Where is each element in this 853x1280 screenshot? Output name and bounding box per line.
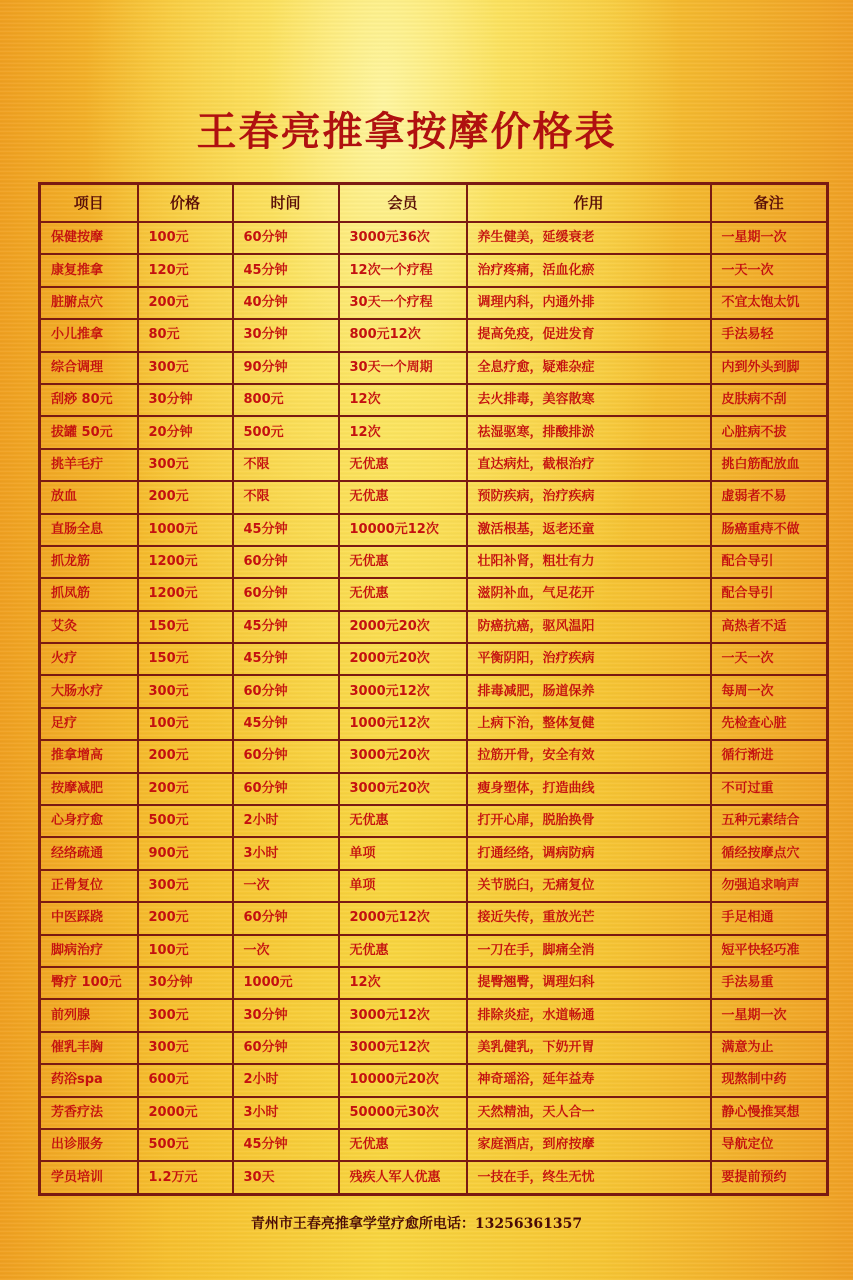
cell-member: 10000元12次 [339,514,467,546]
cell-price: 1.2万元 [138,1161,233,1194]
cell-item: 芳香疗法 [40,1097,138,1129]
cell-note: 配合导引 [711,578,828,610]
cell-item: 中医踩跷 [40,902,138,934]
table-row [40,319,828,351]
cell-member: 50000元30次 [339,1097,467,1129]
cell-time: 45分钟 [233,514,339,546]
cell-item: 推拿增高 [40,740,138,772]
cell-time: 2小时 [233,1064,339,1096]
table-row [40,1129,828,1161]
cell-effect: 提臀翘臀，调理妇科 [467,967,711,999]
cell-item: 药浴spa [40,1064,138,1096]
cell-time: 800元 [233,384,339,416]
cell-member: 3000元12次 [339,675,467,707]
table-row [40,384,828,416]
cell-note: 一天一次 [711,254,828,286]
cell-time: 500元 [233,416,339,448]
cell-time: 40分钟 [233,287,339,319]
cell-member: 3000元20次 [339,773,467,805]
cell-price: 500元 [138,1129,233,1161]
table-row [40,675,828,707]
cell-price: 100元 [138,222,233,254]
cell-note: 配合导引 [711,546,828,578]
cell-note: 不宜太饱太饥 [711,287,828,319]
cell-price: 1200元 [138,578,233,610]
cell-effect: 上病下治，整体复健 [467,708,711,740]
cell-price: 900元 [138,837,233,869]
cell-item: 综合调理 [40,352,138,384]
table-row [40,740,828,772]
table-row [40,514,828,546]
cell-time: 45分钟 [233,708,339,740]
cell-note: 高热者不适 [711,611,828,643]
cell-price: 200元 [138,481,233,513]
header-price: 价格 [138,184,233,223]
cell-note: 勿强追求响声 [711,870,828,902]
cell-price: 1200元 [138,546,233,578]
cell-item: 经络疏通 [40,837,138,869]
cell-time: 不限 [233,481,339,513]
cell-item: 臀疗 100元 [40,967,138,999]
cell-effect: 打通经络，调病防病 [467,837,711,869]
cell-item: 直肠全息 [40,514,138,546]
cell-item: 足疗 [40,708,138,740]
table-row [40,870,828,902]
cell-time: 60分钟 [233,773,339,805]
cell-time: 一次 [233,935,339,967]
cell-time: 90分钟 [233,352,339,384]
cell-note: 静心慢推冥想 [711,1097,828,1129]
cell-effect: 美乳健乳，下奶开胃 [467,1032,711,1064]
cell-member: 30天一个疗程 [339,287,467,319]
cell-effect: 拉筋开骨，安全有效 [467,740,711,772]
cell-member: 无优惠 [339,449,467,481]
cell-member: 3000元12次 [339,1032,467,1064]
cell-member: 无优惠 [339,805,467,837]
contact-footer: 青州市王春亮推拿学堂疗愈所电话：13256361357 [250,1216,583,1232]
cell-member: 3000元12次 [339,999,467,1031]
cell-member: 残疾人军人优惠 [339,1161,467,1194]
cell-member: 单项 [339,870,467,902]
cell-item: 大肠水疗 [40,675,138,707]
cell-item: 催乳丰胸 [40,1032,138,1064]
cell-effect: 神奇瑶浴，延年益寿 [467,1064,711,1096]
cell-price: 200元 [138,773,233,805]
table-row [40,708,828,740]
table-row [40,805,828,837]
cell-price: 300元 [138,870,233,902]
cell-note: 手足相通 [711,902,828,934]
cell-time: 不限 [233,449,339,481]
cell-note: 一星期一次 [711,222,828,254]
price-table-body [40,222,828,1195]
cell-member: 3000元20次 [339,740,467,772]
cell-member: 无优惠 [339,1129,467,1161]
cell-price: 2000元 [138,1097,233,1129]
cell-effect: 去火排毒，美容散寒 [467,384,711,416]
cell-time: 30天 [233,1161,339,1194]
table-row [40,481,828,513]
cell-item: 心身疗愈 [40,805,138,837]
cell-member: 12次 [339,416,467,448]
cell-time: 60分钟 [233,546,339,578]
cell-note: 手法易轻 [711,319,828,351]
cell-price: 150元 [138,643,233,675]
cell-item: 刮痧 80元 [40,384,138,416]
cell-price: 300元 [138,999,233,1031]
header-time: 时间 [233,184,339,223]
cell-item: 保健按摩 [40,222,138,254]
cell-effect: 治疗疼痛，活血化瘀 [467,254,711,286]
cell-member: 无优惠 [339,546,467,578]
cell-member: 无优惠 [339,578,467,610]
cell-price: 100元 [138,708,233,740]
cell-note: 一天一次 [711,643,828,675]
cell-item: 康复推拿 [40,254,138,286]
cell-note: 现熬制中药 [711,1064,828,1096]
cell-time: 60分钟 [233,675,339,707]
cell-note: 短平快轻巧准 [711,935,828,967]
price-table-header [40,184,828,223]
table-row [40,1064,828,1096]
cell-effect: 调理内科，内通外排 [467,287,711,319]
cell-member: 2000元20次 [339,611,467,643]
cell-time: 45分钟 [233,254,339,286]
cell-price: 200元 [138,287,233,319]
cell-note: 手法易重 [711,967,828,999]
cell-item: 抓龙筋 [40,546,138,578]
cell-time: 30分钟 [233,319,339,351]
cell-time: 60分钟 [233,902,339,934]
cell-member: 2000元20次 [339,643,467,675]
price-table [38,182,829,1196]
cell-effect: 壮阳补肾，粗壮有力 [467,546,711,578]
cell-note: 先检查心脏 [711,708,828,740]
cell-price: 120元 [138,254,233,286]
table-row [40,999,828,1031]
cell-effect: 接近失传，重放光芒 [467,902,711,934]
header-item: 项目 [40,184,138,223]
cell-time: 2小时 [233,805,339,837]
cell-price: 200元 [138,902,233,934]
cell-item: 挑羊毛疔 [40,449,138,481]
cell-item: 抓凤筋 [40,578,138,610]
cell-time: 60分钟 [233,740,339,772]
cell-price: 30分钟 [138,967,233,999]
cell-note: 挑白筋配放血 [711,449,828,481]
cell-note: 满意为止 [711,1032,828,1064]
table-row [40,222,828,254]
cell-member: 30天一个周期 [339,352,467,384]
cell-price: 300元 [138,1032,233,1064]
cell-note: 内到外头到脚 [711,352,828,384]
cell-note: 导航定位 [711,1129,828,1161]
table-row [40,643,828,675]
cell-member: 12次 [339,384,467,416]
cell-time: 30分钟 [233,999,339,1031]
cell-member: 10000元20次 [339,1064,467,1096]
cell-effect: 祛湿驱寒，排酸排淤 [467,416,711,448]
table-row [40,546,828,578]
cell-price: 30分钟 [138,384,233,416]
cell-item: 按摩减肥 [40,773,138,805]
table-row [40,287,828,319]
cell-time: 3小时 [233,837,339,869]
header-row [40,184,828,223]
cell-effect: 打开心扉，脱胎换骨 [467,805,711,837]
cell-time: 45分钟 [233,643,339,675]
header-effect: 作用 [467,184,711,223]
cell-effect: 激活根基，返老还童 [467,514,711,546]
cell-price: 80元 [138,319,233,351]
table-row [40,902,828,934]
cell-price: 1000元 [138,514,233,546]
cell-effect: 防癌抗癌，驱风温阳 [467,611,711,643]
cell-price: 500元 [138,805,233,837]
table-row [40,578,828,610]
cell-note: 要提前预约 [711,1161,828,1194]
cell-effect: 直达病灶，截根治疗 [467,449,711,481]
cell-item: 学员培训 [40,1161,138,1194]
table-row [40,1161,828,1194]
cell-item: 出诊服务 [40,1129,138,1161]
cell-effect: 天然精油，天人合一 [467,1097,711,1129]
cell-time: 60分钟 [233,222,339,254]
cell-note: 循行渐进 [711,740,828,772]
cell-effect: 养生健美，延缓衰老 [467,222,711,254]
table-row [40,967,828,999]
cell-item: 前列腺 [40,999,138,1031]
table-row [40,611,828,643]
cell-price: 300元 [138,449,233,481]
cell-item: 放血 [40,481,138,513]
cell-effect: 预防疾病，治疗疾病 [467,481,711,513]
cell-time: 45分钟 [233,1129,339,1161]
cell-effect: 排除炎症，水道畅通 [467,999,711,1031]
cell-price: 200元 [138,740,233,772]
cell-member: 无优惠 [339,935,467,967]
cell-price: 600元 [138,1064,233,1096]
cell-note: 虚弱者不易 [711,481,828,513]
cell-time: 45分钟 [233,611,339,643]
table-row [40,416,828,448]
table-row [40,837,828,869]
table-row [40,449,828,481]
header-note: 备注 [711,184,828,223]
cell-effect: 平衡阴阳，治疗疾病 [467,643,711,675]
cell-effect: 滋阴补血，气足花开 [467,578,711,610]
cell-effect: 全息疗愈，疑难杂症 [467,352,711,384]
cell-note: 每周一次 [711,675,828,707]
header-member: 会员 [339,184,467,223]
cell-note: 五种元素结合 [711,805,828,837]
cell-member: 1000元12次 [339,708,467,740]
cell-price: 300元 [138,352,233,384]
cell-time: 一次 [233,870,339,902]
cell-member: 12次 [339,967,467,999]
cell-price: 100元 [138,935,233,967]
cell-member: 无优惠 [339,481,467,513]
cell-effect: 关节脱臼，无痛复位 [467,870,711,902]
page-title: 王春亮推拿按摩价格表 [196,108,617,155]
cell-note: 不可过重 [711,773,828,805]
cell-price: 150元 [138,611,233,643]
cell-item: 脏腑点穴 [40,287,138,319]
cell-effect: 瘦身塑体，打造曲线 [467,773,711,805]
cell-member: 单项 [339,837,467,869]
cell-time: 60分钟 [233,1032,339,1064]
cell-effect: 提高免疫，促进发育 [467,319,711,351]
cell-effect: 一刀在手，脚痛全消 [467,935,711,967]
cell-note: 皮肤病不刮 [711,384,828,416]
table-row [40,254,828,286]
table-row [40,1097,828,1129]
cell-effect: 排毒减肥，肠道保养 [467,675,711,707]
table-row [40,1032,828,1064]
cell-time: 3小时 [233,1097,339,1129]
cell-item: 正骨复位 [40,870,138,902]
table-row [40,773,828,805]
cell-item: 艾灸 [40,611,138,643]
cell-time: 1000元 [233,967,339,999]
cell-member: 3000元36次 [339,222,467,254]
cell-item: 火疗 [40,643,138,675]
cell-price: 300元 [138,675,233,707]
cell-member: 800元12次 [339,319,467,351]
cell-price: 20分钟 [138,416,233,448]
cell-time: 60分钟 [233,578,339,610]
cell-effect: 一技在手，终生无忧 [467,1161,711,1194]
cell-note: 心脏病不拔 [711,416,828,448]
cell-item: 脚病治疗 [40,935,138,967]
cell-note: 循经按摩点穴 [711,837,828,869]
cell-item: 小儿推拿 [40,319,138,351]
table-row [40,352,828,384]
table-row [40,935,828,967]
cell-note: 肠癌重痔不做 [711,514,828,546]
cell-member: 12次一个疗程 [339,254,467,286]
cell-note: 一星期一次 [711,999,828,1031]
cell-member: 2000元12次 [339,902,467,934]
cell-effect: 家庭酒店，到府按摩 [467,1129,711,1161]
cell-item: 拔罐 50元 [40,416,138,448]
